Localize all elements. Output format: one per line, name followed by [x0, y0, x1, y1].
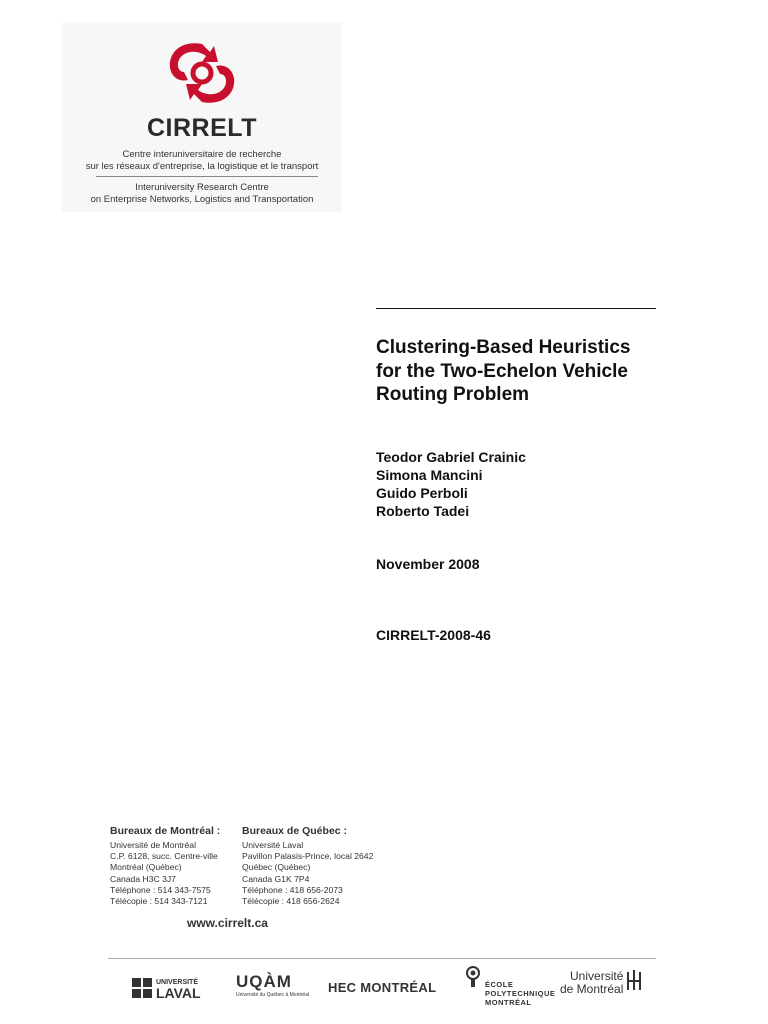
poly-line: MONTRÉAL — [485, 998, 532, 1007]
report-title-line: Routing Problem — [376, 384, 530, 405]
report-title-line: Clustering-Based Heuristics — [376, 337, 631, 358]
report-number: CIRRELT-2008-46 — [376, 627, 491, 643]
office-line: Canada H3C 3J7 — [110, 873, 176, 884]
footer-divider — [108, 958, 656, 959]
author-name: Guido Perboli — [376, 485, 468, 501]
office-line: Canada G1K 7P4 — [242, 873, 310, 884]
logo-subtitle-fr-line: sur les réseaux d'entreprise, la logistique et le transport — [85, 161, 319, 172]
logo-name: CIRRELT — [147, 114, 257, 142]
partner-uqam-logo — [236, 972, 309, 1012]
laval-grid-icon — [132, 978, 152, 998]
partner-hec-logo: HEC MONTRÉAL — [328, 980, 437, 995]
report-date: November 2008 — [376, 556, 480, 572]
udem-emblem-icon — [626, 970, 642, 992]
logo-subtitle-fr-line: Centre interuniversitaire de recherche — [122, 149, 282, 160]
office-line: Téléphone : 418 656-2073 — [242, 884, 343, 895]
office-line: Téléphone : 514 343-7575 — [110, 884, 211, 895]
office-line: Télécopie : 418 656-2624 — [242, 896, 340, 907]
uqam-subtext: Université du Québec à Montréal — [236, 992, 310, 998]
laval-big-text: LAVAL — [156, 985, 201, 1001]
report-title-line: for the Two-Echelon Vehicle — [376, 360, 628, 382]
logo-divider — [96, 176, 318, 177]
office-line: Télécopie : 514 343-7121 — [110, 896, 208, 907]
uqam-text: UQÀM — [236, 972, 292, 991]
laval-small-text: UNIVERSITÉ — [156, 979, 199, 986]
udem-line: de Montréal — [560, 982, 624, 996]
logo-subtitle-en-line: on Enterprise Networks, Logistics and Transportation — [90, 194, 314, 205]
office-heading: Bureaux de Québec : — [242, 825, 348, 837]
udem-line: Université — [570, 969, 624, 983]
author-name: Teodor Gabriel Crainic — [376, 449, 526, 465]
office-heading: Bureaux de Montréal : — [110, 825, 221, 837]
report-title — [376, 336, 696, 407]
partner-polytechnique-logo — [464, 966, 555, 1006]
polytechnique-emblem-icon — [464, 966, 482, 988]
cirrelt-logo-icon — [162, 38, 242, 108]
office-line: Pavillon Palasis-Prince, local 2642 — [242, 851, 374, 862]
poly-line: POLYTECHNIQUE — [485, 989, 556, 998]
partner-udem-logo — [560, 970, 642, 1010]
author-name: Simona Mancini — [376, 467, 483, 483]
office-line: Québec (Québec) — [242, 862, 311, 873]
office-montreal — [110, 825, 240, 907]
logo-subtitle-fr — [62, 149, 342, 173]
office-line: C.P. 6128, succ. Centre-ville — [110, 851, 218, 862]
author-name: Roberto Tadei — [376, 503, 470, 519]
logo-subtitle-en — [62, 182, 342, 206]
office-line: Université de Montréal — [110, 840, 196, 850]
office-line: Montréal (Québec) — [110, 862, 182, 873]
cirrelt-logo-block — [62, 22, 342, 212]
poly-line: ÉCOLE — [485, 980, 514, 989]
logo-subtitle-en-line: Interuniversity Research Centre — [135, 182, 269, 193]
office-line: Université Laval — [242, 840, 304, 850]
website-link[interactable]: www.cirrelt.ca — [187, 916, 268, 930]
partner-laval-logo — [132, 968, 201, 1008]
title-rule — [376, 308, 656, 309]
office-quebec — [242, 825, 392, 907]
